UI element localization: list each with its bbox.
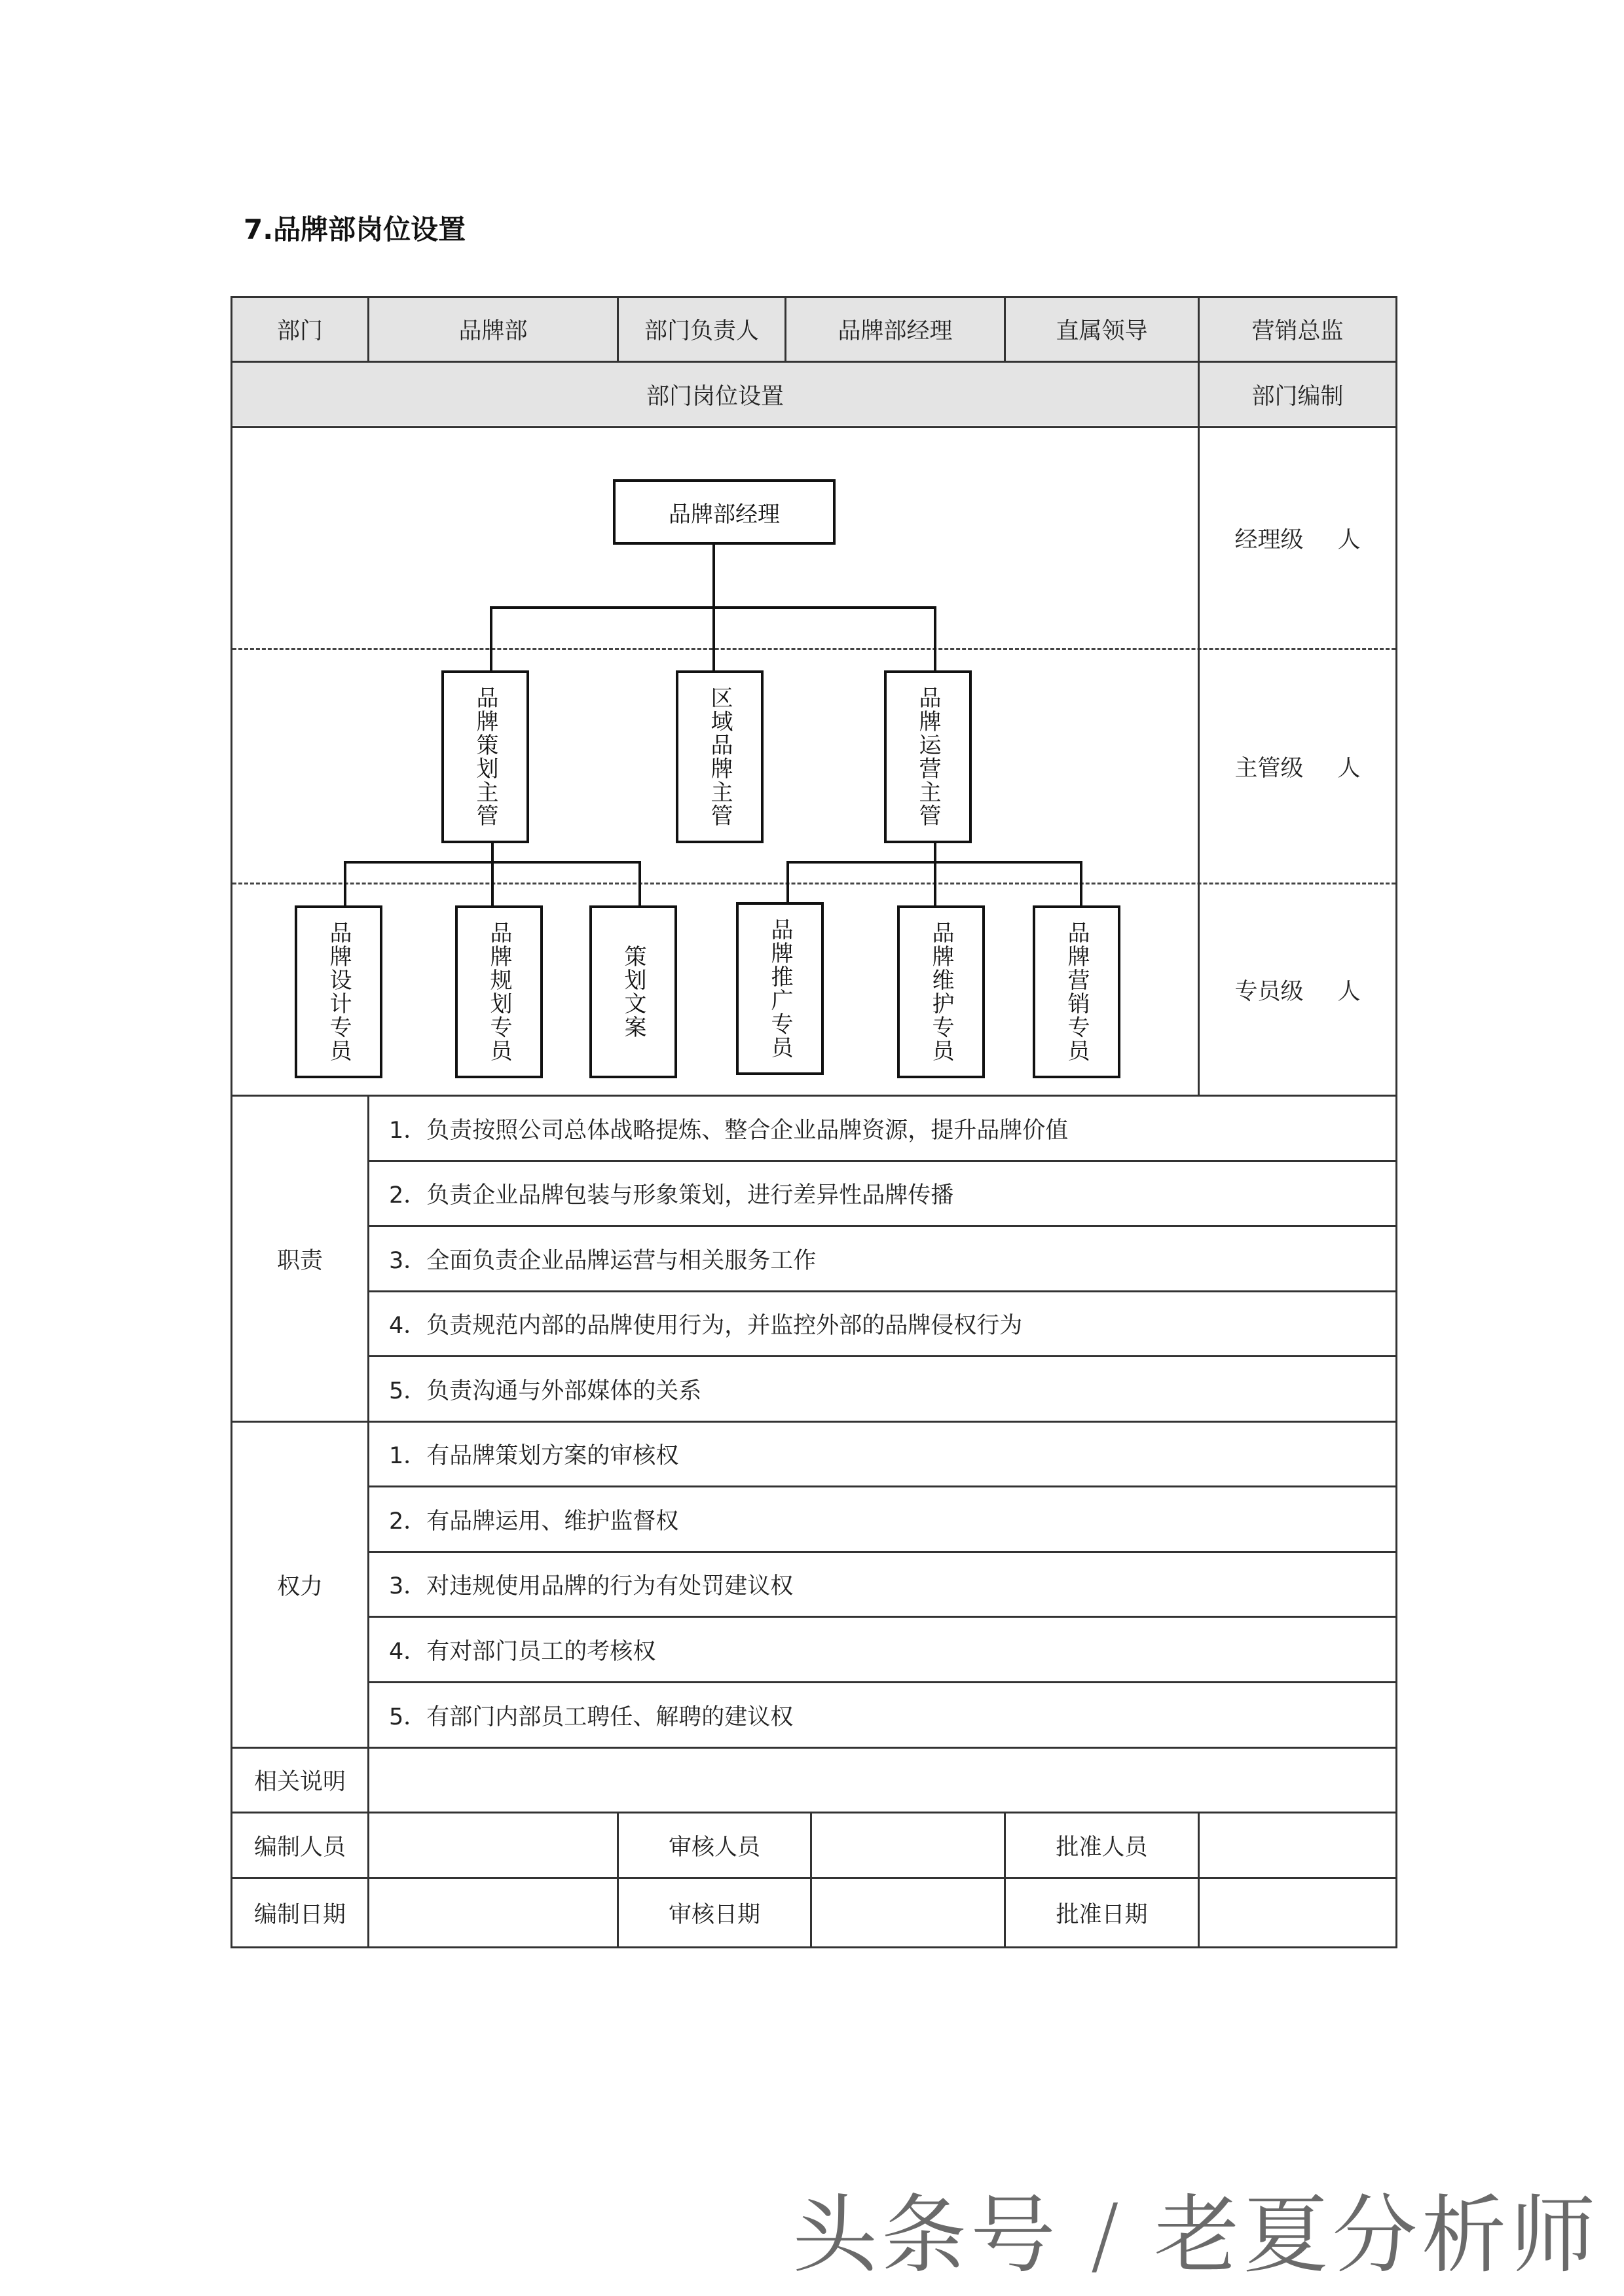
power-item: 1．有品牌策划方案的审核权 xyxy=(389,1443,679,1469)
org-connector xyxy=(712,545,715,608)
supervisor-level-staffing xyxy=(1200,650,1395,883)
specialist-level-label: 专员级 xyxy=(1234,978,1304,1005)
org-box-label: 策划文案 xyxy=(620,945,646,1039)
positions-label: 部门岗位设置 xyxy=(646,383,784,410)
page-title: 7.品牌部岗位设置 xyxy=(244,213,466,246)
approved-date-label: 批准日期 xyxy=(1056,1901,1148,1928)
org-box-supervisor xyxy=(884,670,972,843)
dept-label: 部门 xyxy=(276,318,323,344)
org-box-label: 品牌维护专员 xyxy=(928,921,954,1063)
org-connector xyxy=(786,861,789,903)
duty-item: 2．负责企业品牌包装与形象策划，进行差异性品牌传播 xyxy=(389,1182,954,1209)
org-connector xyxy=(1080,861,1082,907)
prepared-date-value[interactable] xyxy=(369,1879,617,1946)
notes-label: 相关说明 xyxy=(253,1769,346,1795)
reviewed-by-value[interactable] xyxy=(812,1813,1004,1877)
org-connector xyxy=(344,861,641,864)
power-item: 3．对违规使用品牌的行为有处罚建议权 xyxy=(389,1573,794,1599)
approved-by-value[interactable] xyxy=(1200,1813,1395,1877)
org-connector xyxy=(934,606,936,672)
direct-leader-value: 营销总监 xyxy=(1251,318,1344,344)
powers-label: 权力 xyxy=(276,1573,323,1600)
org-connector xyxy=(490,606,492,672)
org-box-label: 品牌营销专员 xyxy=(1063,921,1090,1063)
org-box-label: 品牌推广专员 xyxy=(767,918,793,1059)
org-box-supervisor xyxy=(676,670,764,843)
org-box-supervisor xyxy=(441,670,529,843)
direct-leader-label: 直属领导 xyxy=(1056,318,1148,344)
supervisor-level-label: 主管级 xyxy=(1234,755,1304,782)
org-connector xyxy=(786,861,1082,864)
org-box-specialist xyxy=(295,905,382,1078)
approved-date-value[interactable] xyxy=(1200,1879,1395,1946)
org-box-label: 品牌设计专员 xyxy=(325,921,352,1063)
manager-level-label: 经理级 xyxy=(1234,527,1304,553)
org-box-specialist xyxy=(736,902,824,1075)
approved-by-label: 批准人员 xyxy=(1056,1834,1148,1861)
duty-item: 1．负责按照公司总体战略提炼、整合企业品牌资源，提升品牌价值 xyxy=(389,1117,1069,1144)
org-connector xyxy=(712,606,715,672)
dept-head-value: 品牌部经理 xyxy=(838,318,953,344)
org-box-specialist xyxy=(1033,905,1120,1078)
reviewed-date-label: 审核日期 xyxy=(668,1901,760,1928)
power-item: 2．有品牌运用、维护监督权 xyxy=(389,1508,679,1535)
staffing-label: 部门编制 xyxy=(1251,383,1344,410)
org-box-label: 品牌运营主管 xyxy=(915,686,941,828)
org-box-label: 品牌策划主管 xyxy=(472,686,498,828)
org-box-label: 区域品牌主管 xyxy=(707,686,733,828)
org-box-manager: 品牌部经理 xyxy=(613,479,836,545)
prepared-by-value[interactable] xyxy=(369,1813,617,1877)
org-connector xyxy=(934,842,936,907)
specialist-level-staffing xyxy=(1200,884,1395,1095)
org-box-specialist xyxy=(897,905,985,1078)
org-box-label: 品牌规划专员 xyxy=(486,921,512,1063)
dept-head-label: 部门负责人 xyxy=(644,318,759,344)
reviewed-date-value[interactable] xyxy=(812,1879,1004,1946)
org-connector xyxy=(344,861,346,907)
duty-item: 3．全面负责企业品牌运营与相关服务工作 xyxy=(389,1247,817,1274)
org-box-specialist xyxy=(589,905,677,1078)
power-item: 4．有对部门员工的考核权 xyxy=(389,1638,656,1665)
duties-label: 职责 xyxy=(276,1247,323,1274)
notes-value[interactable] xyxy=(369,1749,1395,1812)
prepared-by-label: 编制人员 xyxy=(253,1834,346,1861)
staffing-unit: 人 xyxy=(1337,527,1361,553)
org-box-specialist xyxy=(455,905,543,1078)
duty-item: 5．负责沟通与外部媒体的关系 xyxy=(389,1377,702,1404)
org-connector xyxy=(491,842,494,907)
staffing-unit: 人 xyxy=(1337,978,1361,1005)
org-connector xyxy=(638,861,641,907)
manager-level-staffing xyxy=(1200,428,1395,648)
prepared-date-label: 编制日期 xyxy=(253,1901,346,1928)
watermark: 头条号 / 老夏分析师 xyxy=(792,2185,1600,2285)
power-item: 5．有部门内部员工聘任、解聘的建议权 xyxy=(389,1704,794,1730)
staffing-unit: 人 xyxy=(1337,755,1361,782)
reviewed-by-label: 审核人员 xyxy=(668,1834,760,1861)
duty-item: 4．负责规范内部的品牌使用行为，并监控外部的品牌侵权行为 xyxy=(389,1313,1023,1339)
dept-value: 品牌部 xyxy=(458,318,528,344)
